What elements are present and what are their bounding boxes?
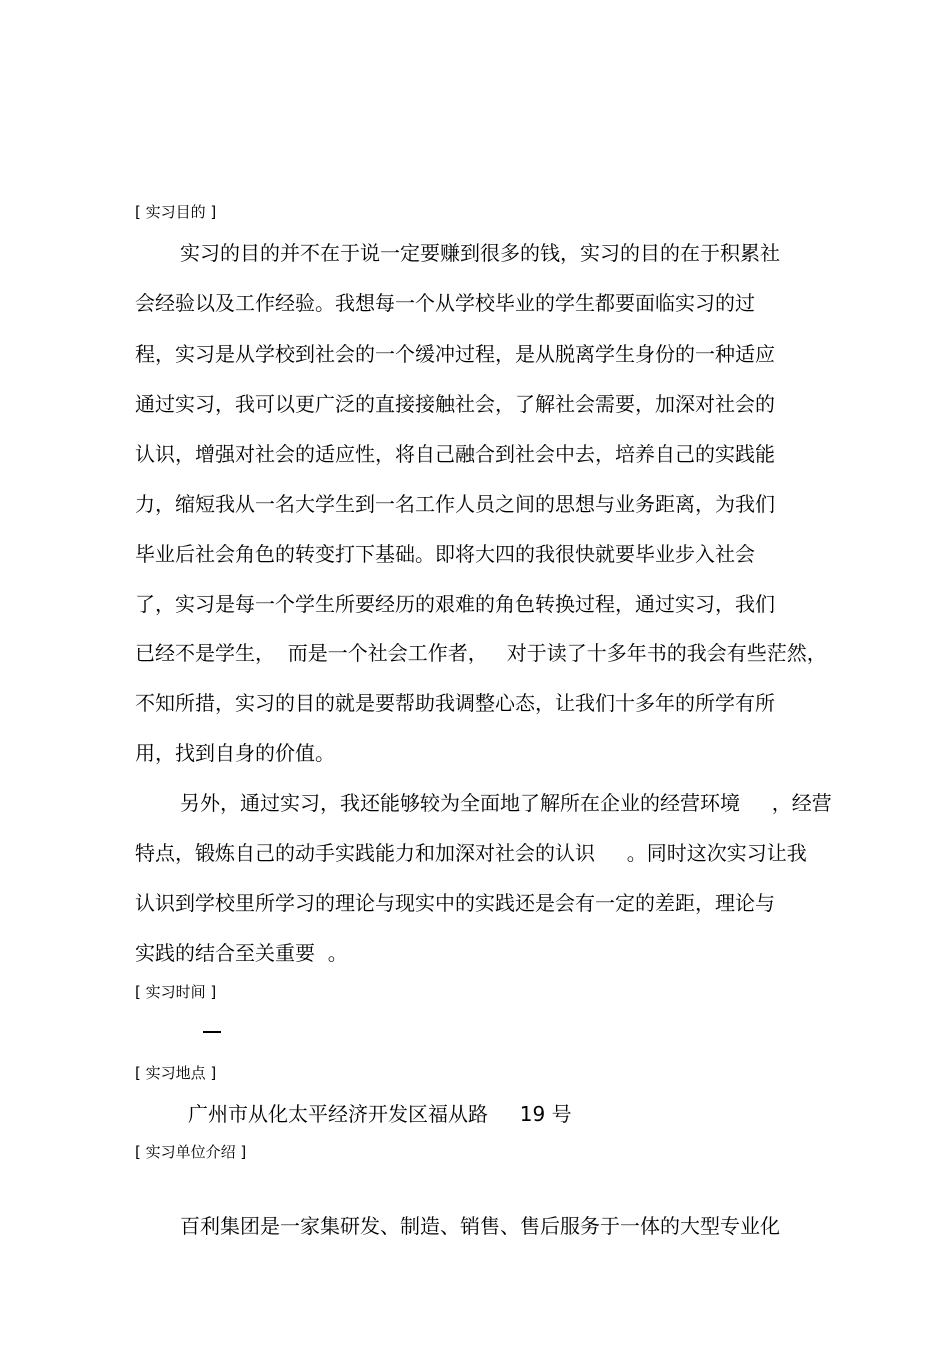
paragraph-line: 实践的结合至关重要 。	[135, 941, 348, 965]
time-placeholder-dash	[203, 1031, 221, 1033]
location-heading: [ 实习地点 ]	[135, 1064, 217, 1082]
paragraph-line: 力，缩短我从一名大学生到一名工作人员之间的思想与业务距离，为我们	[135, 492, 775, 516]
paragraph-line: 百利集团是一家集研发、制造、销售、售后服务于一体的大型专业化	[180, 1214, 780, 1238]
paragraph-line: 另外，通过实习，我还能够较为全面地了解所在企业的经营环境 ，经营	[180, 791, 832, 815]
time-heading: [ 实习时间 ]	[135, 983, 217, 1001]
paragraph-line: 用，找到自身的价值。	[135, 741, 335, 765]
purpose-heading: [ 实习目的 ]	[135, 203, 217, 221]
paragraph-line: 通过实习，我可以更广泛的直接接触社会，了解社会需要，加深对社会的	[135, 392, 775, 416]
paragraph-line: 特点，锻炼自己的动手实践能力和加深对社会的认识 。同时这次实习让我	[135, 841, 807, 865]
location-text: 广州市从化太平经济开发区福从路 19 号	[188, 1102, 572, 1126]
paragraph-line: 实习的目的并不在于说一定要赚到很多的钱，实习的目的在于积累社	[180, 241, 780, 265]
paragraph-line: 了，实习是每一个学生所要经历的艰难的角色转换过程，通过实习，我们	[135, 592, 775, 616]
paragraph-line: 已经不是学生， 而是一个社会工作者， 对于读了十多年书的我会有些茫然，	[135, 641, 827, 665]
unit-heading: [ 实习单位介绍 ]	[135, 1143, 247, 1161]
paragraph-line: 会经验以及工作经验。我想每一个从学校毕业的学生都要面临实习的过	[135, 291, 755, 315]
paragraph-line: 不知所措，实习的目的就是要帮助我调整心态，让我们十多年的所学有所	[135, 691, 775, 715]
paragraph-line: 毕业后社会角色的转变打下基础。即将大四的我很快就要毕业步入社会	[135, 542, 755, 566]
paragraph-line: 认识到学校里所学习的理论与现实中的实践还是会有一定的差距，理论与	[135, 891, 775, 915]
paragraph-line: 认识，增强对社会的适应性，将自己融合到社会中去，培养自己的实践能	[135, 442, 775, 466]
paragraph-line: 程，实习是从学校到社会的一个缓冲过程，是从脱离学生身份的一种适应	[135, 342, 775, 366]
